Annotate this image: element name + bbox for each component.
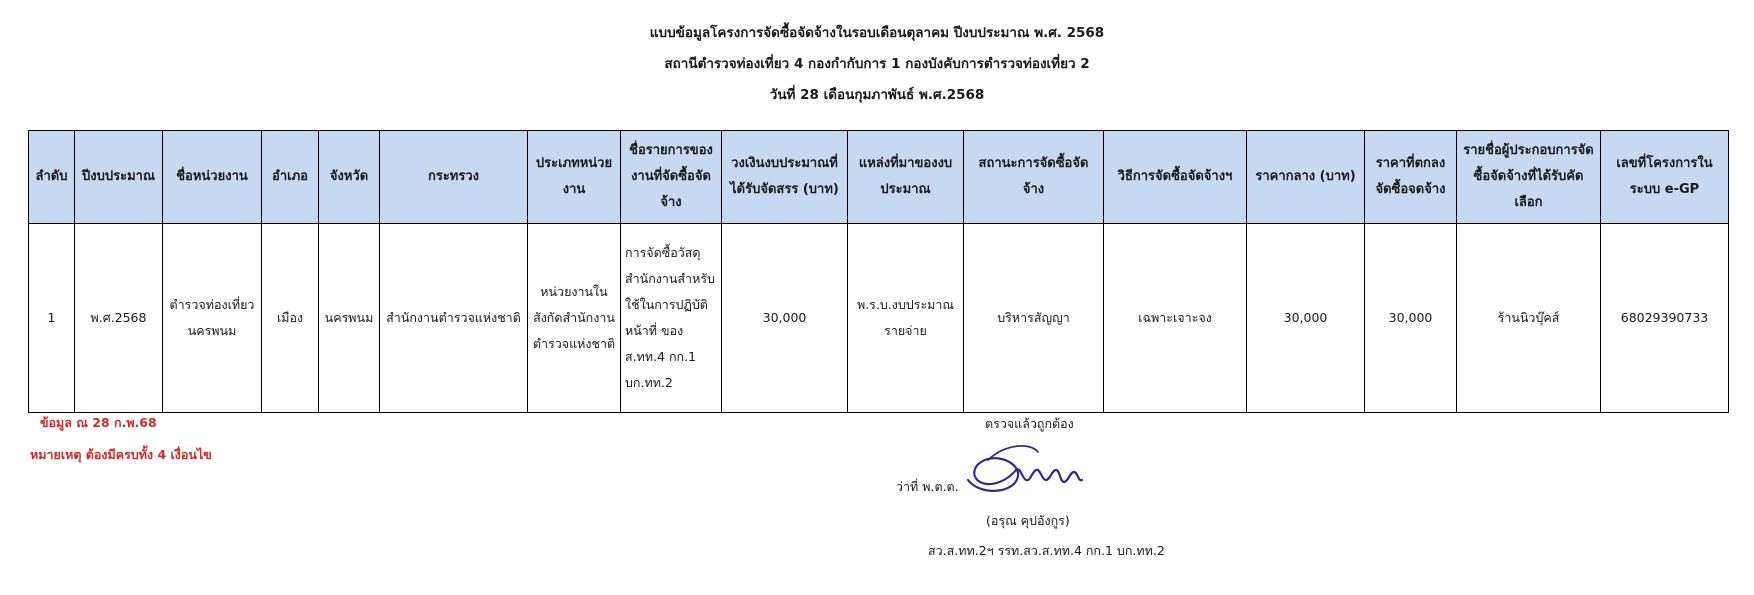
- header-cell: ประเภทหน่วยงาน: [528, 131, 621, 224]
- cell-item: การจัดซื้อวัสดุสำนักงานสำหรับใช้ในการปฏิบัติหน้าที่ ของ ส.ทท.4 กก.1 บก.ทท.2: [621, 224, 722, 413]
- signer-rank: ว่าที่ พ.ต.ต.: [896, 479, 959, 494]
- header-cell: สถานะการจัดซื้อจัดจ้าง: [964, 131, 1104, 224]
- document-header: [0, 18, 1754, 111]
- cell-agency-type: หน่วยงานในสังกัดสำนักงานตำรวจแห่งชาติ: [528, 224, 621, 413]
- header-cell: ปีงบประมาณ: [75, 131, 163, 224]
- cell-fiscal-year: พ.ศ.2568: [75, 224, 163, 413]
- remark-note: หมายเหตุ ต้องมีครบทั้ง 4 เงื่อนไข: [30, 447, 212, 462]
- cell-reference-price: 30,000: [1247, 224, 1365, 413]
- cell-agreed-price: 30,000: [1365, 224, 1457, 413]
- handwritten-signature: [960, 436, 1095, 506]
- data-date-note: ข้อมูล ณ 28 ก.พ.68: [40, 415, 157, 430]
- title-line-2: สถานีตำรวจท่องเที่ยว 4 กองกำกับการ 1 กองบังคับการตำรวจท่องเที่ยว 2: [664, 56, 1090, 72]
- cell-no: 1: [29, 224, 75, 413]
- header-cell: ชื่อรายการของงานที่จัดซื้อจัดจ้าง: [621, 131, 722, 224]
- table-header-row: [29, 131, 1729, 224]
- title-line-1: แบบข้อมูลโครงการจัดซื้อจัดจ้างในรอบเดือนตุลาคม ปีงบประมาณ พ.ศ. 2568: [649, 25, 1105, 41]
- cell-budget-source: พ.ร.บ.งบประมาณรายจ่าย: [848, 224, 964, 413]
- header-cell: กระทรวง: [380, 131, 528, 224]
- procurement-table: [28, 130, 1729, 413]
- title-line-3: วันที่ 28 เดือนกุมภาพันธ์ พ.ศ.2568: [769, 87, 985, 103]
- cell-vendor: ร้านนิวบุ๊คส์: [1457, 224, 1601, 413]
- header-cell: วิธีการจัดซื้อจัดจ้างฯ: [1104, 131, 1247, 224]
- signer-name: (อรุณ คุปอังกูร): [986, 513, 1070, 528]
- cell-budget: 30,000: [722, 224, 848, 413]
- cell-province: นครพนม: [319, 224, 380, 413]
- signer-position: สว.ส.ทท.2ฯ รรท.สว.ส.ทท.4 กก.1 บก.ทท.2: [928, 543, 1165, 558]
- cell-egp-number: 68029390733: [1601, 224, 1729, 413]
- cell-method: เฉพาะเจาะจง: [1104, 224, 1247, 413]
- header-cell: จังหวัด: [319, 131, 380, 224]
- header-cell: อำเภอ: [262, 131, 319, 224]
- header-cell: ราคาที่ตกลงจัดซื้อจดจ้าง: [1365, 131, 1457, 224]
- verified-label: ตรวจแล้วถูกต้อง: [985, 416, 1074, 431]
- header-cell: แหล่งที่มาของงบประมาณ: [848, 131, 964, 224]
- header-cell: เลขที่โครงการในระบบ e-GP: [1601, 131, 1729, 224]
- header-cell: ชื่อหน่วยงาน: [163, 131, 262, 224]
- header-cell: ราคากลาง (บาท): [1247, 131, 1365, 224]
- header-cell: วงเงินงบประมาณที่ได้รับจัดสรร (บาท): [722, 131, 848, 224]
- cell-agency: ตำรวจท่องเที่ยวนครพนม: [163, 224, 262, 413]
- header-cell: ลำดับ: [29, 131, 75, 224]
- cell-status: บริหารสัญญา: [964, 224, 1104, 413]
- header-cell: รายชื่อผู้ประกอบการจัดซื้อจัดจ้างที่ได้รับคัดเลือก: [1457, 131, 1601, 224]
- cell-district: เมือง: [262, 224, 319, 413]
- cell-ministry: สำนักงานตำรวจแห่งชาติ: [380, 224, 528, 413]
- table-row: [29, 224, 1729, 413]
